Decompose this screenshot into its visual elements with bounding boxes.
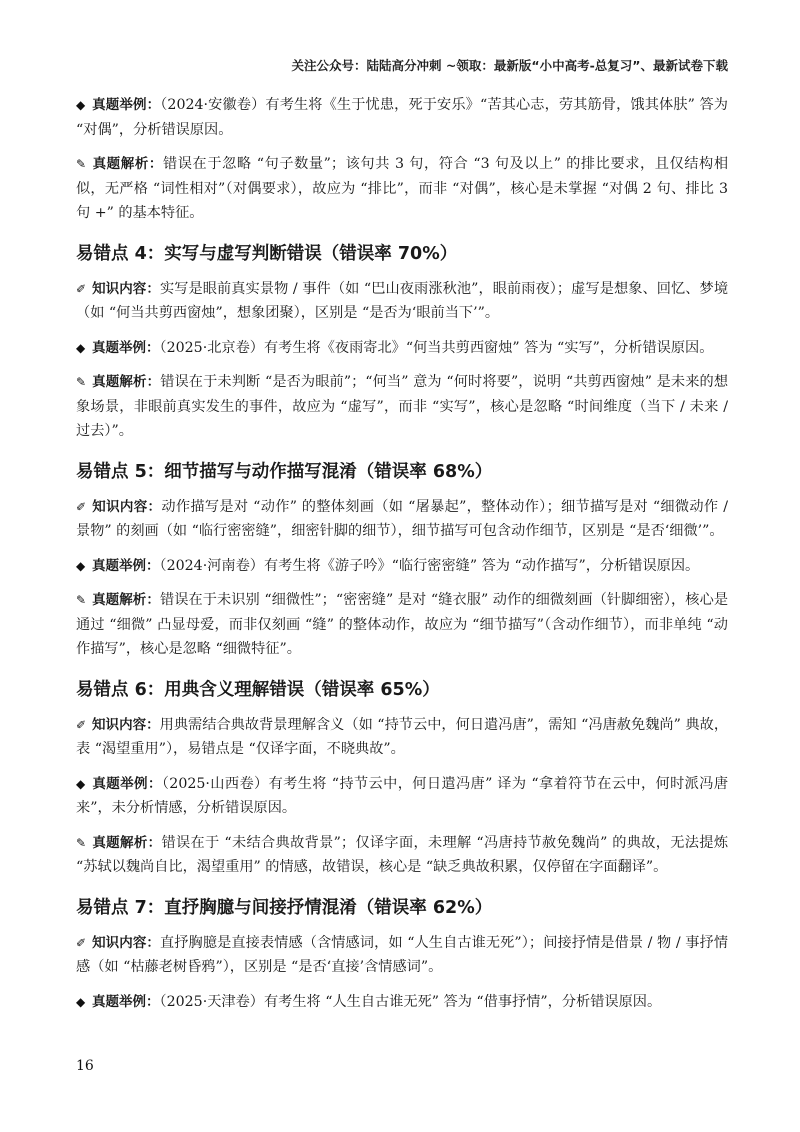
exam-example-paragraph <box>76 93 728 142</box>
paragraph-label: 真题解析 <box>92 592 147 608</box>
label-colon: ： <box>147 834 162 851</box>
label-colon: ： <box>146 374 161 390</box>
pencil-icon: ✎ <box>76 375 87 389</box>
knowledge-paragraph <box>76 713 728 762</box>
exam-example-paragraph <box>76 990 728 1015</box>
paragraph-text: 错误在于未判断 “是否为眼前”；“何当” 意为 “何时将要”，说明 “共剪西窗烛” 是未来的想象场景，非眼前真实发生的事件，故应为 “虚写”，而非 “实写”，核心是忽略 “时间维度（当下 / 未来 / 过去）”。 <box>76 374 729 439</box>
paragraph-label: 真题解析 <box>92 156 149 172</box>
pen-icon: ✐ <box>76 717 87 732</box>
section-heading: 易错点 5：细节描写与动作描写混淆（错误率 68%） <box>76 461 493 482</box>
pencil-icon: ✎ <box>76 157 87 171</box>
label-colon: ： <box>146 97 161 113</box>
label-colon: ： <box>146 557 160 574</box>
paragraph-text: （2025·北京卷）有考生将《夜雨寄北》“何当共剪西窗烛” 答为 “实写”，分析错误原因。 <box>159 339 714 356</box>
paragraph-text: 错误在于忽略 “句子数量”；该句共 3 句，符合 “3 句及以上” 的排比要求，且仅结构相似，无严格 “词性相对”（对偶要求），故应为 “排比”，而非 “对偶”，核心是未掌握 “对偶 2 句、排比 3 句 +” 的基本特征。 <box>76 156 729 221</box>
exam-analysis-paragraph <box>76 588 728 662</box>
diamond-bullet-icon: ◆ <box>76 994 86 1009</box>
paragraph-label: 知识内容 <box>92 934 147 951</box>
label-colon: ： <box>146 339 160 356</box>
paragraph-text: 错误在于 “未结合典故背景”；仅译字面，未理解 “冯唐持节赦免魏尚” 的典故，无法提炼 “苏轼以魏尚自比，渴望重用” 的情感，故错误，核心是 “缺乏典故积累，仅停留在字面翻译”。 <box>76 834 729 875</box>
paragraph-text: （2024·安徽卷）有考生将《生于忧患，死于安乐》“苦其心志，劳其筋骨，饿其体肤” 答为 “对偶”，分析错误原因。 <box>76 97 728 138</box>
document-body <box>76 93 728 1024</box>
paragraph-text: 实写是眼前真实景物 / 事件（如 “巴山夜雨涨秋池”，眼前雨夜）；虚写是想象、回忆、梦境（如 “何当共剪西窗烛”，想象团聚），区别是 “是否为‘眼前当下’”。 <box>76 280 729 321</box>
paragraph-text: 直抒胸臆是直接表情感（含情感词，如 “人生自古谁无死”）；间接抒情是借景 / 物 / 事抒情感（如 “枯藤老树昏鸦”），区别是 “是否‘直接’含情感词”。 <box>76 934 729 975</box>
label-colon: ： <box>146 280 160 297</box>
exam-analysis-paragraph <box>76 370 728 444</box>
diamond-bullet-icon: ◆ <box>76 776 86 791</box>
exam-example-paragraph <box>76 772 728 821</box>
paragraph-text: （2025·天津卷）有考生将 “人生自古谁无死” 答为 “借事抒情”，分析错误原因。 <box>159 993 662 1010</box>
pencil-icon: ✎ <box>76 593 87 607</box>
section-heading: 易错点 6：用典含义理解错误（错误率 65%） <box>76 679 440 700</box>
exam-example-paragraph <box>76 554 728 579</box>
paragraph-label: 知识内容 <box>92 498 148 515</box>
pen-icon: ✐ <box>76 281 87 296</box>
diamond-bullet-icon: ◆ <box>76 558 86 573</box>
paragraph-label: 真题举例 <box>92 775 148 792</box>
pen-icon: ✐ <box>76 935 87 950</box>
knowledge-paragraph <box>76 495 728 544</box>
pencil-icon: ✎ <box>76 835 87 850</box>
pen-icon: ✐ <box>76 499 87 514</box>
paragraph-text: （2025·山西卷）有考生将 “持节云中，何日遣冯唐” 译为 “拿着符节在云中，何时派冯唐来”，未分析情感，分析错误原因。 <box>76 775 729 816</box>
paragraph-text: 错误在于未识别 “细微性”；“密密缝” 是对 “缝衣服” 动作的细微刻画（针脚细密），核心是通过 “细微” 凸显母爱，而非仅刻画 “缝” 的整体动作，故应为 “细节描写”（含动作细节），而非单纯 “动作描写”，核心是忽略 “细微特征”。 <box>76 592 729 657</box>
page-header: 关注公众号：陆陆高分冲刺 ~领取：最新版“小中高考-总复习”、最新试卷下载 <box>291 58 728 73</box>
paragraph-label: 真题解析 <box>92 834 148 851</box>
paragraph-text: 动作描写是对 “动作” 的整体刻画（如 “屠暴起”，整体动作）；细节描写是对 “细微动作 / 景物” 的刻画（如 “临行密密缝”，细密针脚的细节），细节描写可包含动作细节，区别是 “是否‘细微’”。 <box>76 498 729 539</box>
label-colon: ： <box>146 993 160 1010</box>
label-colon: ： <box>148 156 164 172</box>
paragraph-label: 真题举例 <box>92 557 146 574</box>
diamond-bullet-icon: ◆ <box>76 98 86 112</box>
paragraph-label: 真题举例 <box>92 97 147 113</box>
label-colon: ： <box>146 934 161 951</box>
paragraph-label: 真题举例 <box>92 993 146 1010</box>
exam-analysis-paragraph <box>76 831 728 880</box>
section-heading: 易错点 4：实写与虚写判断错误（错误率 70%） <box>76 243 458 264</box>
paragraph-label: 知识内容 <box>92 716 147 733</box>
exam-example-paragraph <box>76 336 728 361</box>
diamond-bullet-icon: ◆ <box>76 340 86 355</box>
paragraph-text: 用典需结合典故背景理解含义（如 “持节云中，何日遣冯唐”，需知 “冯唐赦免魏尚” 典故，表 “渴望重用”），易错点是 “仅译字面，不晓典故”。 <box>76 716 729 757</box>
label-colon: ： <box>147 775 162 792</box>
label-colon: ： <box>146 592 160 608</box>
label-colon: ： <box>146 716 160 733</box>
paragraph-label: 真题解析 <box>92 374 147 390</box>
section-heading: 易错点 7：直抒胸臆与间接抒情混淆（错误率 62%） <box>76 897 493 918</box>
paragraph-text: （2024·河南卷）有考生将《游子吟》“临行密密缝” 答为 “动作描写”，分析错误原因。 <box>159 557 700 574</box>
knowledge-paragraph <box>76 931 728 980</box>
knowledge-paragraph <box>76 277 728 326</box>
exam-analysis-paragraph <box>76 152 728 226</box>
paragraph-label: 知识内容 <box>92 280 147 297</box>
label-colon: ： <box>147 498 162 515</box>
page-number: 16 <box>76 1058 94 1074</box>
paragraph-label: 真题举例 <box>92 339 146 356</box>
